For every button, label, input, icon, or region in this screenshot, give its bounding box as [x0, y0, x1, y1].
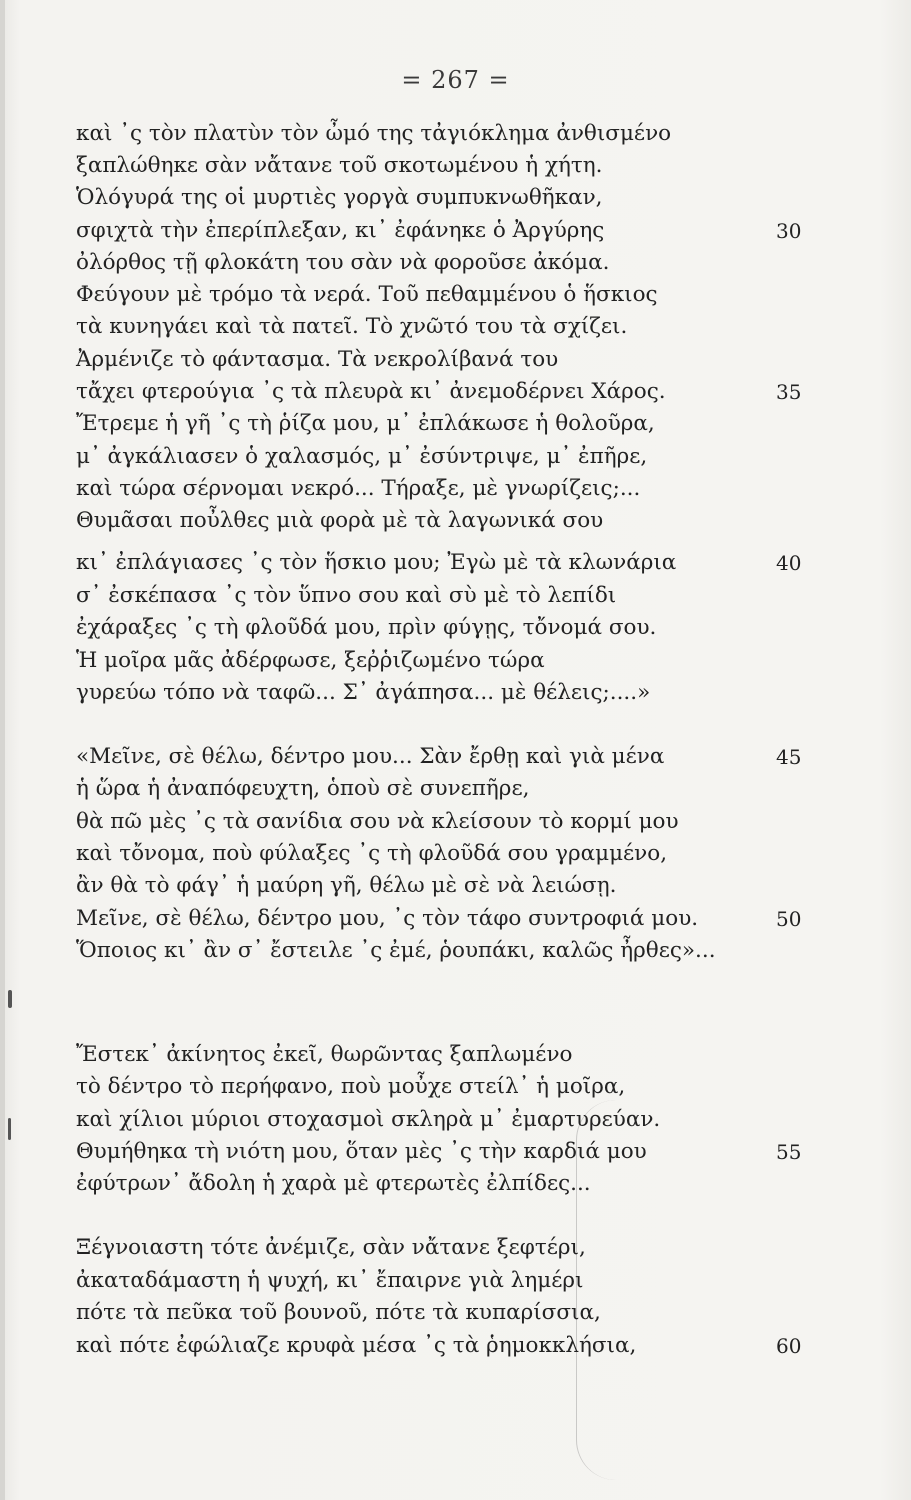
verse-line — [76, 472, 756, 506]
verse-line — [76, 343, 756, 377]
verse-text: Ὅποιος κι᾽ ἂν σ᾽ ἔστειλε ᾽ς ἐμέ, ῥουπάκι, καλῶς ἦρθες»... — [76, 938, 716, 963]
verse-text: τὸ δέντρο τὸ περήφανο, ποὺ μοὖχε στείλ᾽ ἡ μοῖρα, — [76, 1074, 626, 1099]
verse-text: «Μεῖνε, σὲ θέλω, δέντρο μου... Σὰν ἔρθῃ καὶ γιὰ μένα — [76, 744, 665, 769]
line-number: 60 — [776, 1334, 802, 1358]
verse-text: καὶ τώρα σέρνομαι νεκρό... Τήραξε, μὲ γνωρίζεις;... — [76, 476, 641, 501]
verse-line — [76, 181, 756, 215]
verse-text: Ἔτρεμε ἡ γῆ ᾽ς τὴ ῥίζα μου, μ᾽ ἐπλάκωσε ἡ θολοῦρα, — [76, 411, 655, 436]
verse-line — [76, 504, 756, 538]
verse-text: μ᾽ ἀγκάλιασεν ὁ χαλασμός, μ᾽ ἐσύντριψε, μ᾽ ἐπῆρε, — [76, 444, 648, 469]
verse-text: πότε τὰ πεῦκα τοῦ βουνοῦ, πότε τὰ κυπαρίσσια, — [76, 1300, 601, 1325]
verse-text: ἡ ὥρα ἡ ἀναπόφευχτη, ὁποὺ σὲ συνεπῆρε, — [76, 776, 530, 801]
verse-line — [76, 149, 756, 183]
verse-text: τὰ κυνηγάει καὶ τὰ πατεῖ. Τὸ χνῶτό του τὰ σχίζει. — [76, 314, 628, 339]
verse-line — [76, 1264, 756, 1298]
line-number: 40 — [776, 551, 802, 575]
verse-text: ἐχάραξες ᾽ς τὴ φλοῦδά μου, πρὶν φύγῃς, τὄνομά σου. — [76, 615, 657, 640]
verse-text: ἐφύτρων᾽ ἄδολη ἡ χαρὰ μὲ φτερωτὲς ἐλπίδες... — [76, 1171, 591, 1196]
verse-line — [76, 278, 756, 312]
verse-line — [76, 869, 756, 903]
verse-line — [76, 1135, 802, 1169]
line-number: 55 — [776, 1140, 802, 1164]
verse-text: Μεῖνε, σὲ θέλω, δέντρο μου, ᾽ς τὸν τάφο συντροφιά μου. — [76, 906, 699, 931]
verse-text: Ἡ μοῖρα μᾶς ἀδέρφωσε, ξεῤῥιζωμένο τώρα — [76, 648, 545, 673]
verse-text: καὶ πότε ἐφώλιαζε κρυφὰ μέσα ᾽ς τὰ ῥημοκκλήσια, — [76, 1333, 637, 1358]
verse-line — [76, 1296, 756, 1330]
verse-line — [76, 644, 756, 678]
verse-text: Φεύγουν μὲ τρόμο τὰ νερά. Τοῦ πεθαμμένου ὁ ἥσκιος — [76, 282, 658, 307]
verse-line — [76, 1038, 756, 1072]
margin-ink-mark — [8, 990, 12, 1008]
verse-text: σφιχτὰ τὴν ἐπερίπλεξαν, κι᾽ ἐφάνηκε ὁ Ἀργύρης — [76, 218, 605, 243]
verse-text: γυρεύω τόπο νὰ ταφῶ... Σ᾽ ἀγάπησα... μὲ θέλεις;....» — [76, 680, 651, 705]
verse-text: ξαπλώθηκε σὰν νἄτανε τοῦ σκοτωμένου ἡ χήτη. — [76, 153, 603, 178]
verse-line — [76, 676, 756, 710]
verse-text: Θυμήθηκα τὴ νιότη μου, ὅταν μὲς ᾽ς τὴν καρδιά μου — [76, 1139, 647, 1164]
verse-text: ὀλόρθος τῇ φλοκάτη του σὰν νὰ φοροῦσε ἀκόμα. — [76, 250, 610, 275]
verse-line — [76, 902, 802, 936]
verse-text: Ξέγνοιαστη τότε ἀνέμιζε, σὰν νἄτανε ξεφτέρι, — [76, 1235, 586, 1260]
verse-text: καὶ χίλιοι μύριοι στοχασμοὶ σκληρὰ μ᾽ ἐμαρτυρεύαν. — [76, 1107, 661, 1132]
verse-line — [76, 740, 802, 774]
verse-text: τἄχει φτερούγια ᾽ς τὰ πλευρὰ κι᾽ ἀνεμοδέρνει Χάρος. — [76, 379, 666, 404]
verse-line — [76, 407, 756, 441]
verse-text: σ᾽ ἐσκέπασα ᾽ς τὸν ὕπνο σου καὶ σὺ μὲ τὸ λεπίδι — [76, 583, 617, 608]
verse-line — [76, 1103, 756, 1137]
verse-line — [76, 837, 756, 871]
verse-line — [76, 214, 802, 248]
verse-line — [76, 310, 756, 344]
verse-line — [76, 546, 802, 580]
verse-line — [76, 1231, 756, 1265]
verse-line — [76, 1167, 756, 1201]
verse-text: καὶ ᾽ς τὸν πλατὺν τὸν ὦμό της τἀγιόκλημα ἀνθισμένο — [76, 121, 672, 146]
verse-line — [76, 934, 756, 968]
verse-text: καὶ τὄνομα, ποὺ φύλαξες ᾽ς τὴ φλοῦδά σου γραμμένο, — [76, 841, 668, 866]
verse-line — [76, 611, 756, 645]
verse-line — [76, 1070, 756, 1104]
page-number: = 267 = — [401, 66, 510, 94]
verse-line — [76, 117, 756, 151]
verse-line — [76, 772, 756, 806]
verse-line — [76, 440, 756, 474]
verse-text: ἀκαταδάμαστη ἡ ψυχή, κι᾽ ἔπαιρνε γιὰ λημέρι — [76, 1268, 584, 1293]
verse-text: ἂν θὰ τὸ φάγ᾽ ἡ μαύρη γῆ, θέλω μὲ σὲ νὰ λειώσῃ. — [76, 873, 617, 898]
line-number: 45 — [776, 745, 802, 769]
verse-line — [76, 375, 802, 409]
verse-line — [76, 805, 756, 839]
verse-line — [76, 246, 756, 280]
margin-ink-mark — [8, 1118, 11, 1140]
verse-text: Θυμᾶσαι ποὖλθες μιὰ φορὰ μὲ τὰ λαγωνικά σου — [76, 508, 604, 533]
line-number: 30 — [776, 219, 802, 243]
verse-text: θὰ πῶ μὲς ᾽ς τὰ σανίδια σου νὰ κλείσουν τὸ κορμί μου — [76, 809, 679, 834]
verse-line — [76, 1329, 802, 1363]
verse-line — [76, 579, 756, 613]
line-number: 50 — [776, 907, 802, 931]
verse-text: Ὁλόγυρά της οἱ μυρτιὲς γοργὰ συμπυκνωθῆκαν, — [76, 185, 603, 210]
verse-text: κι᾽ ἐπλάγιασες ᾽ς τὸν ἥσκιο μου; Ἐγὼ μὲ τὰ κλωνάρια — [76, 550, 677, 575]
verse-text: Ἀρμένιζε τὸ φάντασμα. Τὰ νεκρολίβανά του — [76, 347, 559, 372]
line-number: 35 — [776, 380, 802, 404]
verse-text: Ἔστεκ᾽ ἀκίνητος ἐκεῖ, θωρῶντας ξαπλωμένο — [76, 1042, 573, 1067]
page-gutter-edge — [0, 0, 5, 1500]
